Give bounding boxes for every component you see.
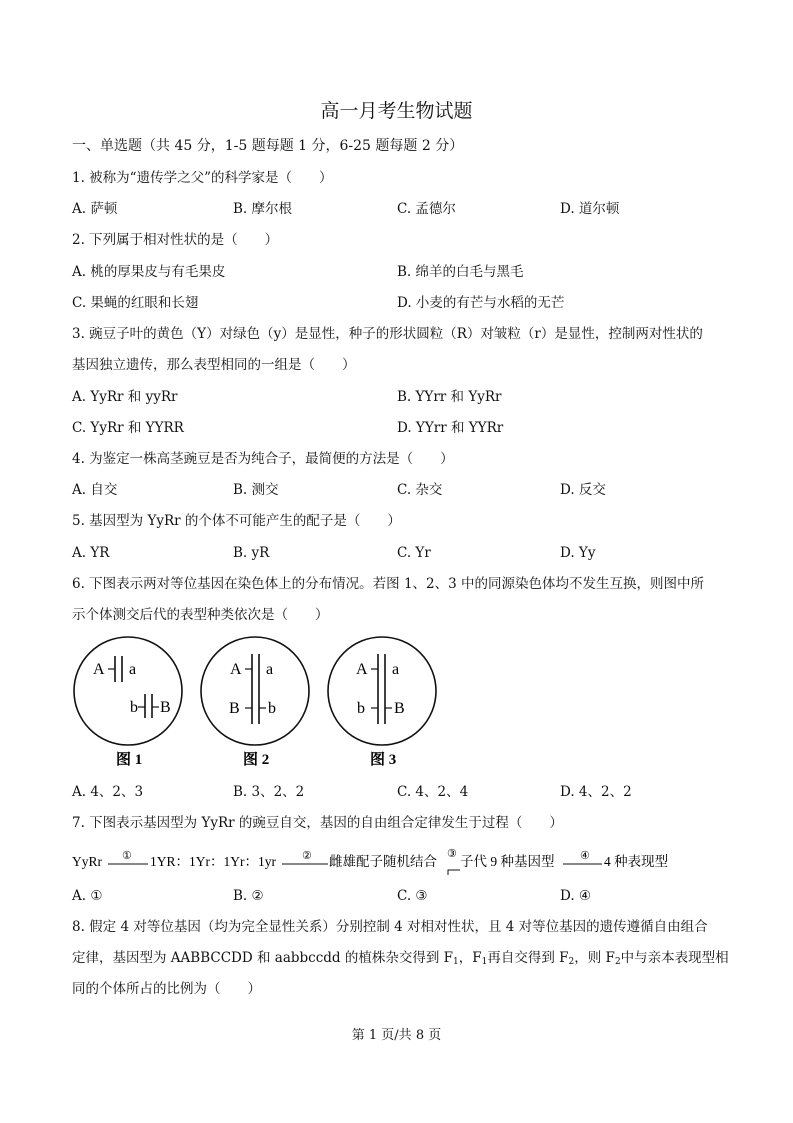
gene-label: A [93, 661, 105, 678]
section-heading: 一、单选题（共 45 分，1-5 题每题 1 分，6-25 题每题 2 分） [72, 138, 464, 154]
question-7-stem: 7. 下图表示基因型为 YyRr 的豌豆自交，基因的自由组合定律发生于过程（ ） [72, 815, 563, 831]
gene-label: a [129, 661, 137, 678]
figure-1 [74, 637, 182, 768]
question-6-stem-line2: 示个体测交后代的表型种类依次是（ ） [72, 607, 329, 623]
question-7-option-a[interactable]: A. ① [72, 888, 103, 904]
question-3-option-a[interactable]: A. YyRr 和 yyRr [72, 389, 178, 405]
cell-circle-3 [328, 637, 436, 745]
q8-text: 中与亲本表现型相 [620, 950, 729, 966]
q8-text: 定律，基因型为 AABBCCDD 和 aabbccdd 的植株杂交得到 F [72, 950, 454, 966]
figure-3 [328, 637, 436, 768]
gene-label: B [229, 700, 240, 717]
question-4-stem: 4. 为鉴定一株高茎豌豆是否为纯合子，最简便的方法是（ ） [72, 451, 454, 467]
question-4-option-d[interactable]: D. 反交 [560, 482, 606, 498]
question-4-option-b[interactable]: B. 测交 [233, 482, 279, 498]
gene-label: a [266, 661, 274, 678]
flow-start: YyRr [72, 854, 102, 869]
flow-offspring: 子代 9 种基因型 [460, 854, 555, 869]
question-4-option-a[interactable]: A. 自交 [72, 482, 118, 498]
figure-caption: 图 3 [370, 752, 397, 768]
gene-label: B [394, 700, 405, 717]
q8-text: ，F [458, 950, 482, 966]
question-8-stem-line3: 同的个体所占的比例为（ ） [72, 981, 261, 997]
figure-caption: 图 2 [243, 752, 270, 768]
question-6-option-c[interactable]: C. 4、2、4 [397, 784, 469, 800]
question-2-option-a[interactable]: A. 桃的厚果皮与有毛果皮 [72, 264, 226, 280]
question-2-option-b[interactable]: B. 绵羊的白毛与黑毛 [397, 264, 524, 280]
gene-label: b [268, 700, 276, 717]
flow-combine: 雌雄配子随机结合 [329, 854, 437, 869]
page-title: 高一月考生物试题 [320, 100, 473, 122]
cell-circle-2 [201, 637, 309, 745]
question-7-option-b[interactable]: B. ② [233, 888, 264, 904]
question-2-stem: 2. 下列属于相对性状的是（ ） [72, 232, 279, 248]
question-5-option-b[interactable]: B. yR [233, 545, 270, 561]
question-5-option-a[interactable]: A. YR [72, 545, 110, 561]
subscript: 1 [481, 957, 488, 967]
flow-gametes: 1YR：1Yr：1Yr：1yr [150, 854, 276, 869]
genetic-flow-diagram [72, 848, 712, 878]
q8-text: ，则 F [574, 950, 615, 966]
cell-circle-1 [74, 637, 182, 745]
question-6-option-d[interactable]: D. 4、2、2 [560, 784, 632, 800]
gene-label: b [357, 700, 365, 717]
subscript: 2 [568, 957, 575, 967]
question-6-option-b[interactable]: B. 3、2、2 [233, 784, 305, 800]
figure-caption: 图 1 [116, 752, 143, 768]
question-1-option-a[interactable]: A. 萨顿 [72, 201, 118, 217]
gene-label: A [356, 661, 368, 678]
question-4-option-c[interactable]: C. 杂交 [397, 482, 443, 498]
flow-phenotypes: 4 种表现型 [604, 854, 669, 869]
question-8-stem-line2 [72, 948, 729, 972]
flow-step-4: ④ [580, 850, 590, 862]
question-2-option-d[interactable]: D. 小麦的有芒与水稻的无芒 [397, 295, 565, 311]
question-1-option-c[interactable]: C. 孟德尔 [397, 201, 456, 217]
gene-label: b [130, 699, 138, 716]
q8-text: 再自交得到 F [487, 950, 569, 966]
question-1-option-d[interactable]: D. 道尔顿 [560, 201, 620, 217]
question-6-stem-line1: 6. 下图表示两对等位基因在染色体上的分布情况。若图 1、2、3 中的同源染色体均不发生互换，则图中所 [72, 576, 705, 592]
flow-step-1: ① [122, 850, 132, 862]
gene-label: B [160, 699, 171, 716]
subscript: 2 [614, 957, 621, 967]
chromosome-diagram [72, 636, 452, 776]
flow-arrow-3 [448, 870, 460, 875]
figure-2 [201, 637, 309, 768]
question-7-option-c[interactable]: C. ③ [397, 888, 428, 904]
question-7-option-d[interactable]: D. ④ [560, 888, 592, 904]
question-5-stem: 5. 基因型为 YyRr 的个体不可能产生的配子是（ ） [72, 513, 401, 529]
question-3-option-b[interactable]: B. YYrr 和 YyRr [397, 389, 502, 405]
question-3-option-d[interactable]: D. YYrr 和 YYRr [397, 420, 504, 436]
question-2-option-c[interactable]: C. 果蝇的红眼和长翅 [72, 295, 199, 311]
question-8-stem-line1: 8. 假定 4 对等位基因（均为完全显性关系）分别控制 4 对相对性状，且 4 对等位基因的遗传遵循自由组合 [72, 919, 708, 935]
subscript: 1 [453, 957, 459, 967]
question-3-option-c[interactable]: C. YyRr 和 YYRR [72, 420, 184, 436]
flow-step-3: ③ [447, 848, 457, 860]
page-footer: 第 1 页/共 8 页 [351, 1028, 442, 1043]
question-1-option-b[interactable]: B. 摩尔根 [233, 201, 293, 217]
question-5-option-d[interactable]: D. Yy [560, 545, 596, 561]
question-1-stem: 1. 被称为“遗传学之父”的科学家是（ ） [72, 170, 333, 186]
flow-step-2: ② [302, 850, 312, 862]
question-3-stem-line2: 基因独立遗传，那么表型相同的一组是（ ） [72, 357, 356, 373]
gene-label: A [230, 661, 242, 678]
question-5-option-c[interactable]: C. Yr [397, 545, 431, 561]
gene-label: a [392, 661, 400, 678]
question-6-option-a[interactable]: A. 4、2、3 [72, 784, 144, 800]
question-3-stem-line1: 3. 豌豆子叶的黄色（Y）对绿色（y）是显性，种子的形状圆粒（R）对皱粒（r）是显性，控制两对性状的 [72, 326, 703, 342]
